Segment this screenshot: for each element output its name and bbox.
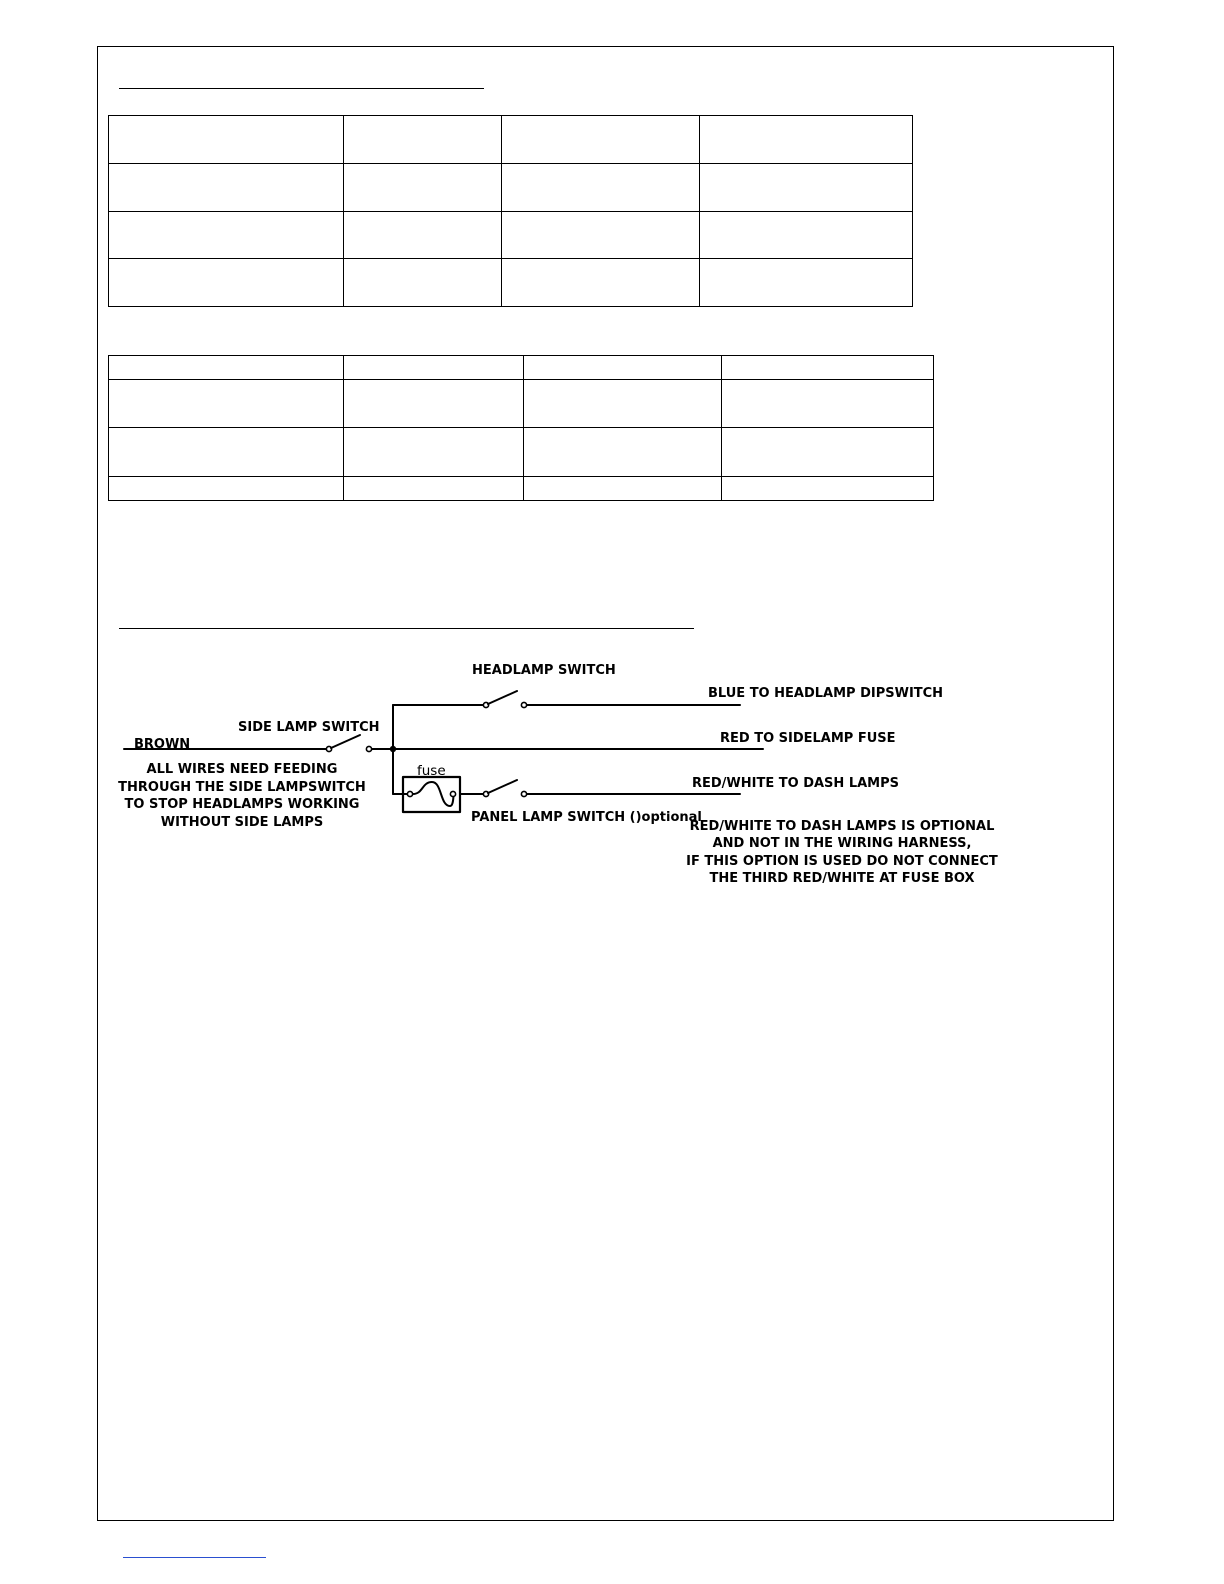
table-cell	[700, 211, 913, 259]
table-cell	[344, 259, 502, 307]
note-line: THE THIRD RED/WHITE AT FUSE BOX	[709, 871, 975, 886]
table-row	[109, 380, 934, 428]
fuse-element	[413, 782, 454, 806]
table-row	[109, 259, 913, 307]
table-cell	[524, 477, 722, 501]
side-lamp-switch-lever	[331, 735, 360, 748]
table-cell	[502, 211, 700, 259]
switch-contact	[521, 702, 526, 707]
panel-lamp-switch-lever	[488, 780, 517, 793]
headlamp-switch-lever	[488, 691, 517, 704]
table-cell	[502, 163, 700, 211]
note-line: IF THIS OPTION IS USED DO NOT CONNECT	[686, 854, 998, 869]
note-line: AND NOT IN THE WIRING HARNESS,	[712, 836, 972, 851]
table-cell	[109, 477, 344, 501]
note-line: TO STOP HEADLAMPS WORKING	[124, 797, 360, 812]
blue-wire-label: BLUE TO HEADLAMP DIPSWITCH	[708, 686, 944, 701]
side-lamp-switch-label: SIDE LAMP SWITCH	[238, 720, 380, 735]
table-row	[109, 428, 934, 477]
table-2	[108, 355, 934, 501]
table-row	[109, 477, 934, 501]
table-cell	[700, 163, 913, 211]
table-1	[108, 115, 913, 307]
table-cell	[700, 259, 913, 307]
table-cell	[722, 380, 934, 428]
red-wire-label: RED TO SIDELAMP FUSE	[720, 731, 896, 746]
table-cell	[109, 380, 344, 428]
table-cell	[524, 428, 722, 477]
switch-contact	[366, 746, 371, 751]
table-cell	[344, 380, 524, 428]
table-cell	[524, 380, 722, 428]
heading-rule-2	[119, 628, 694, 629]
table-cell	[344, 356, 524, 380]
note-line: WITHOUT SIDE LAMPS	[160, 815, 324, 830]
table-row	[109, 211, 913, 259]
table-cell	[722, 477, 934, 501]
table-cell	[722, 356, 934, 380]
table-row	[109, 116, 913, 164]
table-cell	[700, 116, 913, 164]
table-cell	[344, 116, 502, 164]
table-cell	[344, 477, 524, 501]
table-cell	[722, 428, 934, 477]
table-cell	[109, 211, 344, 259]
table-cell	[344, 163, 502, 211]
table-cell	[344, 428, 524, 477]
switch-contact	[521, 791, 526, 796]
table-cell	[109, 116, 344, 164]
table-cell	[524, 356, 722, 380]
note-line: THROUGH THE SIDE LAMPSWITCH	[118, 780, 366, 795]
fuse-terminal	[450, 791, 455, 796]
table-row	[109, 356, 934, 380]
heading-rule-1	[119, 88, 484, 89]
fuse-terminal	[407, 791, 412, 796]
table-cell	[502, 259, 700, 307]
note-line: ALL WIRES NEED FEEDING	[146, 762, 338, 777]
option-note	[686, 819, 998, 886]
junction-dot	[390, 746, 396, 752]
table-cell	[344, 211, 502, 259]
panel-lamp-switch-label: PANEL LAMP SWITCH ()optional	[471, 810, 702, 825]
fuse-label: fuse	[417, 763, 446, 779]
footer-link-underline[interactable]	[123, 1557, 266, 1558]
note-line: RED/WHITE TO DASH LAMPS IS OPTIONAL	[689, 819, 995, 834]
table-cell	[109, 428, 344, 477]
table-cell	[502, 116, 700, 164]
red-white-wire-label: RED/WHITE TO DASH LAMPS	[692, 776, 899, 791]
table-row	[109, 163, 913, 211]
table-cell	[109, 356, 344, 380]
headlamp-switch-label: HEADLAMP SWITCH	[472, 663, 616, 678]
table-cell	[109, 163, 344, 211]
brown-label: BROWN	[134, 737, 191, 752]
wiring-diagram	[110, 650, 1010, 900]
feed-note	[118, 762, 366, 830]
table-cell	[109, 259, 344, 307]
